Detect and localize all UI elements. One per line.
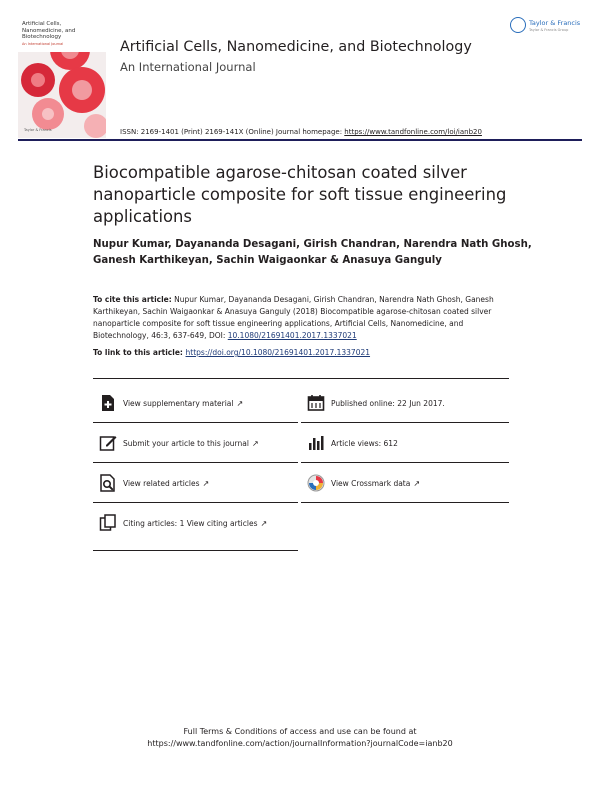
footer-terms-url[interactable]: https://www.tandfonline.com/action/journalInformation?journalCode=ianb20	[147, 739, 453, 748]
related-articles-label	[123, 479, 209, 488]
article-title: Biocompatible agarose-chitosan coated silver nanoparticle composite for soft tissue engineering applications	[93, 163, 507, 226]
related-articles-text: View related articles	[123, 479, 200, 488]
row-divider	[301, 502, 509, 503]
external-link-icon: ↗	[251, 439, 259, 448]
issn-text: ISSN: 2169-1401 (Print) 2169-141X (Online) Journal homepage:	[120, 128, 345, 136]
citing-articles-label	[123, 519, 267, 528]
submit-article-action[interactable]	[93, 424, 298, 463]
external-link-icon: ↗	[413, 479, 421, 488]
pencil-icon	[99, 434, 117, 452]
external-link-icon: ↗	[260, 519, 268, 528]
crossmark-label	[331, 479, 420, 488]
cover-title: Artificial Cells, Nanomedicine, and Biotechnology	[22, 21, 76, 40]
related-articles-action[interactable]	[93, 464, 298, 503]
citing-articles-action[interactable]	[93, 504, 298, 551]
plus-document-icon	[99, 394, 117, 412]
row-divider	[93, 502, 298, 503]
journal-subtitle: An International Journal	[120, 60, 256, 74]
actions-top-rule	[93, 378, 509, 379]
article-doi-url[interactable]: https://doi.org/10.1080/21691401.2017.1337021	[185, 348, 371, 357]
row-divider	[93, 462, 298, 463]
row-divider	[301, 422, 509, 423]
doi-link[interactable]: 10.1080/21691401.2017.1337021	[227, 331, 357, 340]
row-divider	[93, 550, 298, 551]
cover-subtitle: An International Journal	[22, 42, 64, 46]
footer-terms-line: Full Terms & Conditions of access and use can be found at	[183, 727, 417, 736]
row-divider	[93, 422, 298, 423]
article-authors: Nupur Kumar, Dayananda Desagani, Girish Chandran, Narendra Nath Ghosh, Ganesh Karthikeyan, Sachin Waigaonkar & Anasuya Ganguly	[93, 239, 532, 266]
citation-label: To cite this article:	[93, 295, 172, 304]
publisher-logo-tagline: Taylor & Francis Group	[529, 28, 569, 32]
submit-article-label	[123, 439, 259, 448]
bar-chart-icon	[307, 434, 325, 452]
crossmark-action[interactable]	[301, 464, 509, 503]
article-views-label: Article views: 612	[331, 439, 398, 448]
crossmark-icon	[307, 474, 325, 492]
article-views-info	[301, 424, 509, 463]
page-footer	[0, 726, 600, 750]
citing-articles-text: Citing articles: 1 View citing articles	[123, 519, 258, 528]
calendar-icon	[307, 394, 325, 412]
publisher-logo-icon	[510, 17, 526, 33]
issn-line	[120, 128, 482, 136]
journal-cover	[18, 18, 106, 138]
article-link-label: To link to this article:	[93, 348, 186, 357]
publisher-logo-text: Taylor & Francis	[529, 19, 581, 27]
supplementary-material-action[interactable]	[93, 384, 298, 423]
citation-block	[93, 294, 513, 342]
journal-title: Artificial Cells, Nanomedicine, and Biotechnology	[120, 39, 472, 55]
search-document-icon	[99, 474, 117, 492]
external-link-icon: ↗	[236, 399, 244, 408]
published-online-info	[301, 384, 509, 423]
external-link-icon: ↗	[202, 479, 210, 488]
row-divider	[301, 462, 509, 463]
supplementary-material-text: View supplementary material	[123, 399, 234, 408]
supplementary-material-label	[123, 399, 243, 408]
submit-article-text: Submit your article to this journal	[123, 439, 249, 448]
cover-publisher-mark: Taylor & Francis	[24, 128, 52, 132]
journal-homepage-link[interactable]: https://www.tandfonline.com/loi/ianb20	[344, 128, 482, 136]
publisher-logo[interactable]	[510, 17, 582, 37]
crossmark-text: View Crossmark data	[331, 479, 411, 488]
citation-text: Nupur Kumar, Dayananda Desagani, Girish Chandran, Narendra Nath Ghosh, Ganesh Karthikeyan, Sachin Waigaonkar & Anasuya Ganguly (2018) Biocompatible agarose-chitosan coated silver nanoparticle composite for soft tissue engineering applications, Artificial Cells, Nanomedicine, and Biotechnology, 46:3, 637-649, DOI:	[93, 295, 494, 340]
published-online-label: Published online: 22 Jun 2017.	[331, 399, 445, 408]
article-link-line	[93, 348, 370, 357]
copy-documents-icon	[99, 514, 117, 532]
header-rule	[18, 139, 582, 141]
